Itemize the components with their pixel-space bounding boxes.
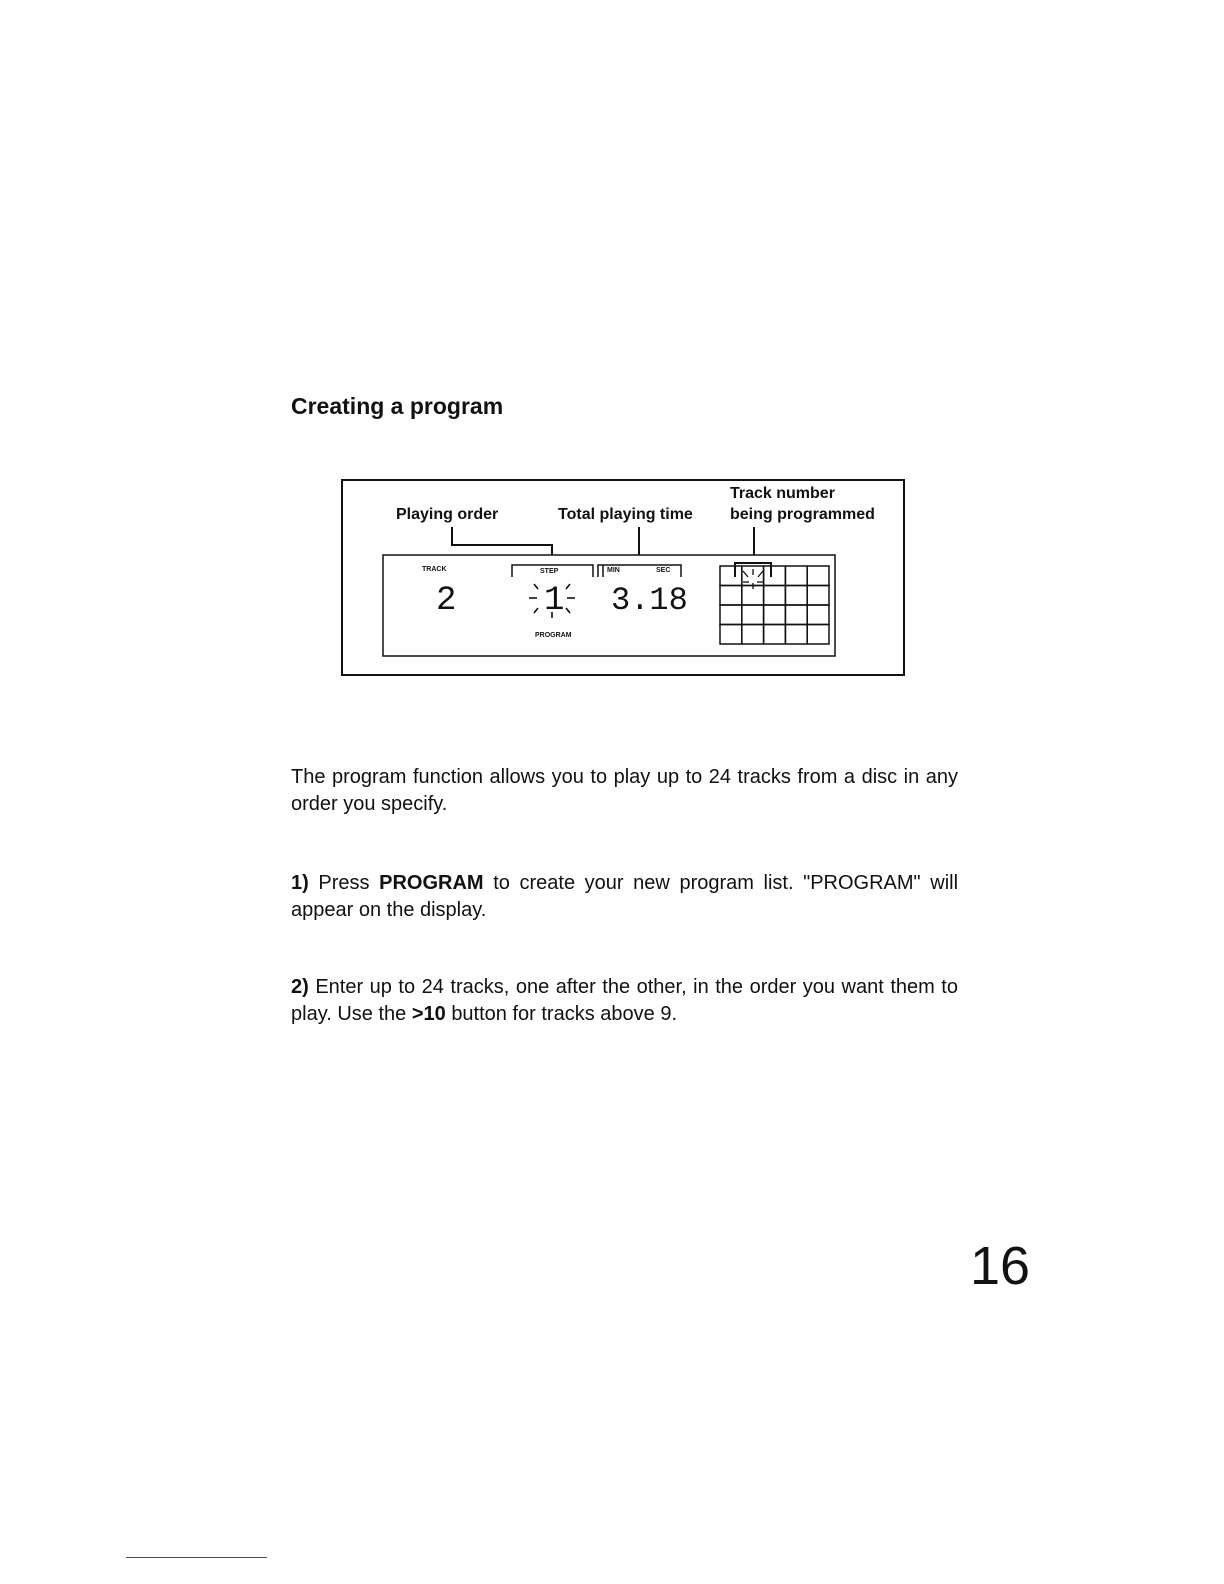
track-label: TRACK [422,566,447,573]
step-2-paragraph [291,974,958,1028]
callout-track-number-line2: being programmed [730,506,875,523]
step-label: STEP [540,568,559,575]
page-number: 16 [970,1236,1031,1296]
step-1-paragraph [291,870,958,924]
display-diagram [341,479,905,676]
time-value: 3.18 [611,582,688,619]
program-label: PROGRAM [535,632,572,639]
intro-paragraph: The program function allows you to play up to 24 tracks from a disc in any order you specify. [291,766,958,815]
step-1-number: 1) [291,872,309,894]
step-1-pre: Press [318,872,370,894]
section-heading: Creating a program [291,393,504,419]
step-2-post: button for tracks above 9. [451,1003,677,1025]
step-2-pre: Enter up to 24 tracks, one after the other, in the order you want them to play. Use the [291,976,958,1025]
callout-playing-order: Playing order [396,506,499,523]
step-1-keyword: PROGRAM [379,872,484,894]
track-value: 2 [436,582,457,620]
step-1-post: to create your new program list. "PROGRAM" will appear on the display. [291,872,959,921]
callout-total-time: Total playing time [558,506,693,523]
step-2-number: 2) [291,976,309,998]
footer-rule [126,1557,267,1558]
step-2-keyword: >10 [411,1003,446,1025]
callout-track-number-line1: Track number [730,485,835,502]
step-value: 1 [544,582,565,620]
sec-label: SEC [656,567,671,574]
min-label: MIN [607,567,620,574]
